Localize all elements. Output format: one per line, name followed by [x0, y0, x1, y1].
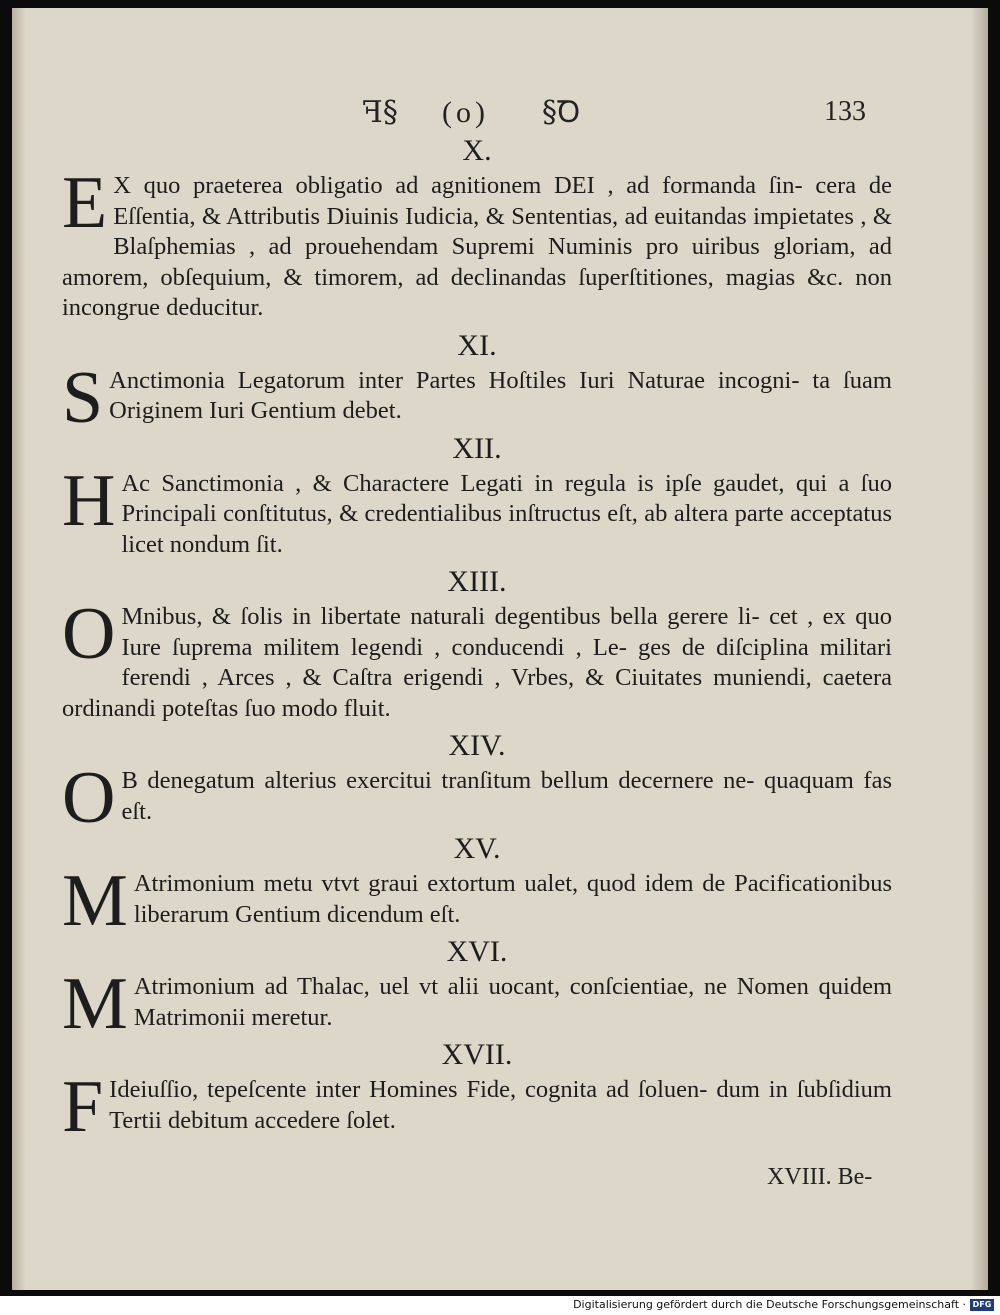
page-gutter	[12, 8, 26, 1290]
drop-initial: O	[62, 757, 116, 839]
thesis-number: XIV.	[448, 729, 506, 762]
thesis-text	[62, 1066, 892, 1148]
ornament-right-icon: §Ꝺ	[542, 95, 581, 130]
thesis-body: Anctimonia Legatorum inter Partes Hoſtiles Iuri Naturae incogni- ta ſuam Originem Iuri Gentium debet.	[109, 366, 892, 424]
drop-initial: O	[62, 593, 116, 675]
thesis-body: Atrimonium metu vtvt graui extortum ualet, quod idem de Pacificationibus liberarum Gentium dicendum eſt.	[133, 870, 892, 928]
header-label: (o)	[442, 96, 489, 129]
thesis-block	[62, 728, 892, 839]
thesis-number: XV.	[453, 832, 501, 865]
thesis-number: XI.	[457, 328, 497, 362]
thesis-body: Ideiuſſio, tepeſcente inter Homines Fide, cognita ad ſoluen- dum in ſubſidium Tertii debitum accedere ſolet.	[109, 1076, 892, 1134]
thesis-text	[62, 593, 892, 724]
drop-initial: E	[62, 162, 108, 244]
thesis-text	[62, 162, 892, 324]
thesis-block	[62, 328, 892, 439]
thesis-body: Mnibus, & ſolis in libertate naturali degentibus bella gerere li- cet , ex quo Iure ſuprema militem legendi , conducendi , Le- ges de diſciplina militari ferendi , Arces , & Caſtra erigendi , Vrbes, & Ciuitates muniendi, caetera ordinandi poteſtas ſuo modo fluit.	[62, 603, 892, 722]
drop-initial: F	[62, 1066, 104, 1148]
thesis-text	[62, 963, 892, 1045]
thesis-body: X quo praeterea obligatio ad agnitionem DEI , ad formanda ſin- cera de Eſſentia, & Attributis Diuinis Iudicia, & Sententias, ad euitandas impietates , & Blaſphemias , ad prouehendam Supremi Numinis pro uiribus gloriam, ad amorem, obſequium, & timorem, ad declinandas ſuperſtitiones, magias &c. non incongrue deducitur.	[62, 172, 892, 321]
page-edge	[970, 8, 988, 1290]
thesis-text	[62, 356, 892, 439]
thesis-number: XVII.	[441, 1038, 513, 1071]
drop-initial: S	[62, 356, 104, 439]
thesis-body: Ac Sanctimonia , & Charactere Legati in regula is ipſe gaudet, qui a ſuo Principali conſtitutus, & credentialibus inſtructus eſt, ab altera parte acceptatus licet nondum ſit.	[121, 469, 892, 558]
drop-initial: M	[62, 963, 128, 1045]
thesis-number: XVI.	[446, 935, 508, 968]
ornament-left-icon: ꟻ§	[362, 95, 398, 130]
book-page	[12, 8, 988, 1290]
thesis-text	[62, 757, 892, 839]
thesis-body: B denegatum alterius exercitui tranſitum bellum decernere ne- quaquam fas eſt.	[121, 767, 892, 825]
thesis-body: Atrimonium ad Thalac, uel vt alii uocant, conſcientiae, ne Nomen quidem Matrimonii meretur.	[133, 973, 892, 1031]
drop-initial: H	[62, 459, 116, 542]
thesis-block	[62, 431, 892, 561]
drop-initial: M	[62, 860, 128, 942]
theses-list	[62, 133, 892, 1148]
thesis-block	[62, 564, 892, 724]
thesis-number: XII.	[452, 431, 502, 465]
page-number: 133	[824, 96, 866, 127]
footer-strip	[0, 1296, 1000, 1315]
thesis-text	[62, 860, 892, 942]
thesis-block	[62, 1037, 892, 1148]
thesis-text	[62, 459, 892, 561]
catchword: XVIII. Be-	[767, 1164, 873, 1190]
thesis-block	[62, 934, 892, 1045]
thesis-number: XIII.	[447, 565, 507, 598]
thesis-number: X.	[462, 134, 492, 167]
thesis-block	[62, 831, 892, 942]
thesis-block	[62, 133, 892, 324]
funding-credit: Digitalisierung gefördert durch die Deutsche Forschungsgemeinschaft ·	[573, 1298, 966, 1311]
dfg-logo-icon: DFG	[970, 1299, 994, 1311]
